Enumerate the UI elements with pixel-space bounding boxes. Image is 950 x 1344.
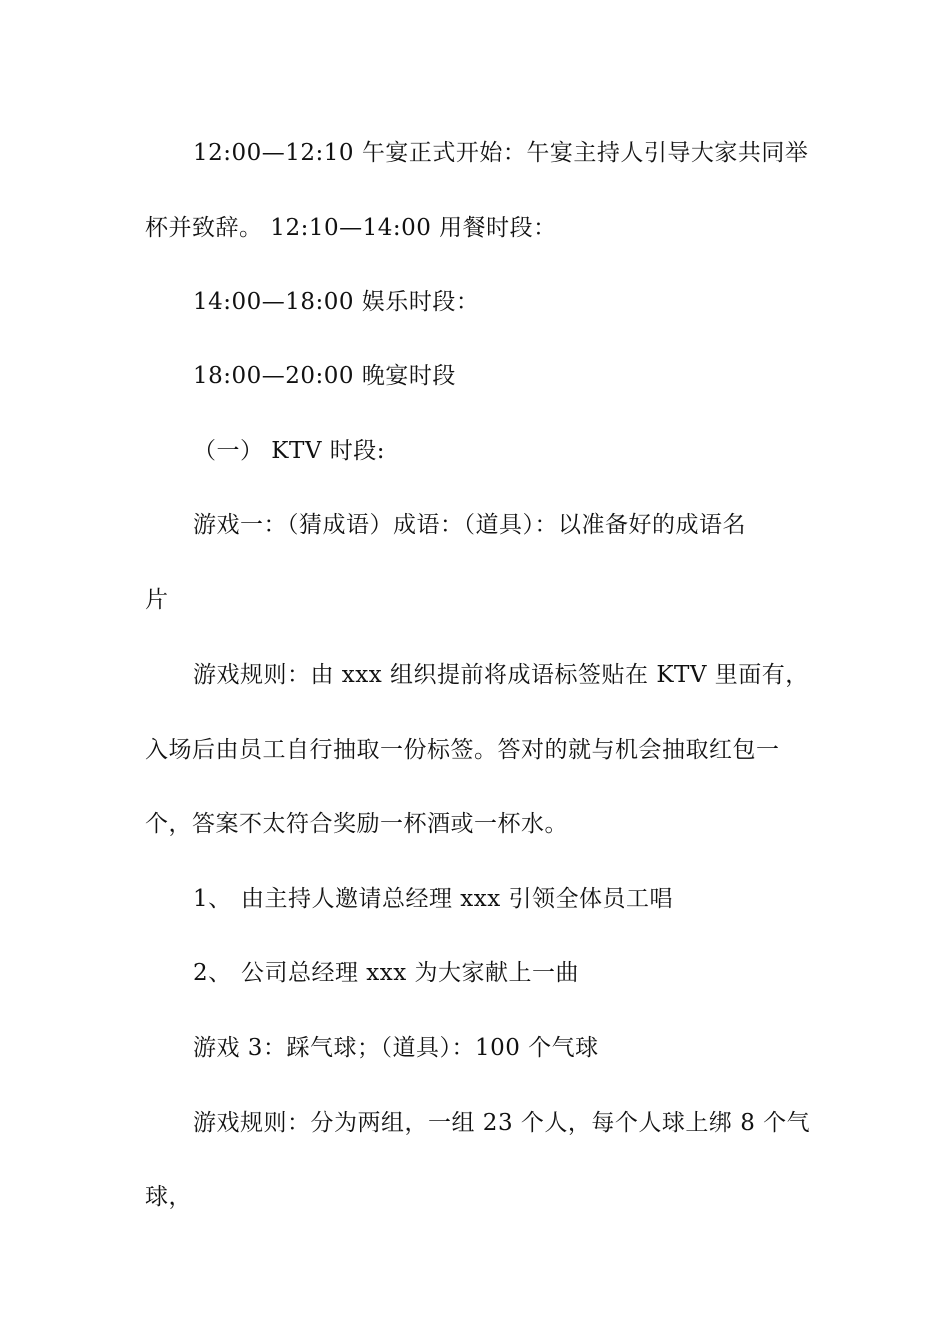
game-three-title: 游戏 3：踩气球；（道具）：100 个气球 — [193, 1035, 599, 1061]
game-one-title-continued: 片 — [145, 587, 169, 613]
section-heading-ktv: （一） KTV 时段: — [193, 438, 386, 464]
schedule-line-dinner: 18:00—20:00 晚宴时段 — [193, 363, 456, 389]
list-item-1 — [193, 879, 863, 919]
list-item-1-text: 由主持人邀请总经理 xxx 引领全体员工唱 — [241, 886, 674, 912]
list-item-2 — [193, 953, 863, 993]
schedule-line-lunch-dining: 杯并致辞。 12:10—14:00 用餐时段： — [145, 215, 557, 241]
game-rules-line-3: 个，答案不太符合奖励一杯酒或一杯水。 — [145, 811, 568, 837]
list-item-2-text: 公司总经理 xxx 为大家献上一曲 — [241, 960, 580, 986]
list-item-1-number: 1、 — [193, 886, 232, 912]
game-three-rules-line-1: 游戏规则：分为两组，一组 23 个人，每个人球上绑 8 个气 — [193, 1110, 811, 1136]
schedule-line-entertainment: 14:00—18:00 娱乐时段： — [193, 289, 480, 315]
game-rules-line-1: 游戏规则：由 xxx 组织提前将成语标签贴在 KTV 里面有， — [193, 662, 809, 688]
list-item-2-number: 2、 — [193, 960, 232, 986]
schedule-line-lunch-start: 12:00—12:10 午宴正式开始：午宴主持人引导大家共同举 — [193, 140, 809, 166]
game-one-title: 游戏一：（猜成语）成语：（道具）：以准备好的成语名 — [193, 512, 746, 538]
game-three-rules-line-2: 球， — [145, 1184, 192, 1210]
game-rules-line-2: 入场后由员工自行抽取一份标签。答对的就与机会抽取红包一 — [145, 737, 780, 763]
